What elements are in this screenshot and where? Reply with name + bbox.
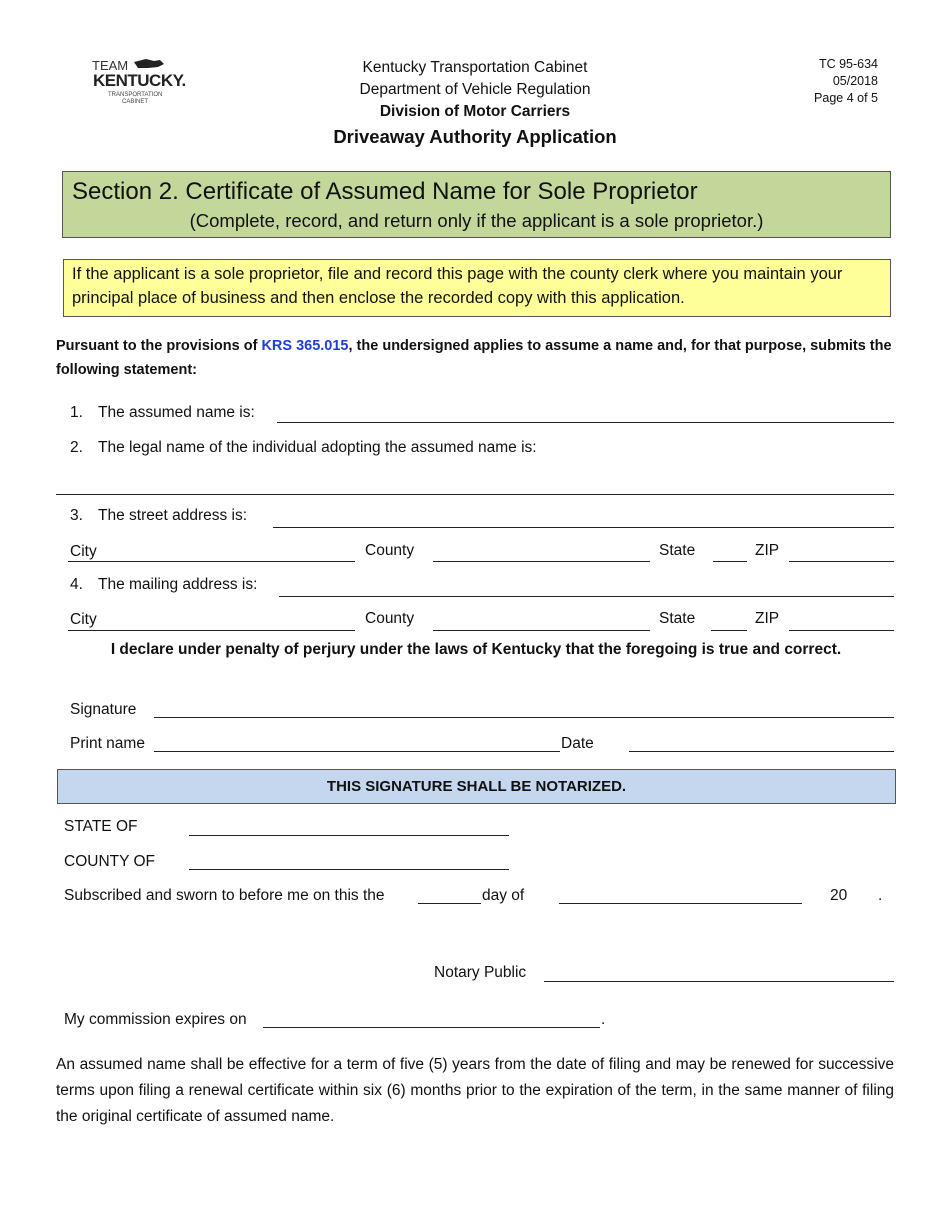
street-county-label: County [365, 542, 415, 559]
mailing-city-label: City [70, 611, 97, 628]
assumed-name-term-note: An assumed name shall be effective for a term of five (5) years from the date of filing and may be renewed for successive terms upon filing a renewal certificate within six (6) months prior to the expiration of the term, in the same manner of filing the original certificate of assumed name. [56, 1056, 894, 1125]
sworn-month-field[interactable] [559, 903, 802, 904]
mailing-address-field[interactable] [279, 596, 894, 597]
item2-label: The legal name of the individual adopting the assumed name is: [98, 439, 537, 456]
commission-period: . [601, 1011, 606, 1028]
sworn-day-field[interactable] [418, 903, 481, 904]
mailing-city-field[interactable] [68, 630, 355, 631]
form-date: 05/2018 [832, 74, 878, 88]
form-number: TC 95-634 [818, 57, 878, 71]
item2-number: 2. [70, 439, 83, 456]
sworn-text: Subscribed and sworn to before me on this the [64, 887, 385, 904]
krs-link[interactable]: KRS 365.015 [261, 338, 349, 354]
date-label: Date [561, 735, 594, 752]
logo-cabinet-text: CABINET [122, 99, 149, 105]
state-of-field[interactable] [189, 835, 509, 836]
section-title: Section 2. Certificate of Assumed Name for Sole Proprietor [72, 178, 698, 205]
sworn-period: . [878, 887, 883, 904]
county-of-label: COUNTY OF [64, 853, 155, 870]
legal-name-field[interactable] [56, 494, 894, 495]
pursuant-text-before: Pursuant to the provisions of [56, 338, 262, 354]
notarized-banner: THIS SIGNATURE SHALL BE NOTARIZED. [57, 769, 896, 804]
print-name-label: Print name [70, 735, 145, 752]
section-subtitle: (Complete, record, and return only if the applicant is a sole proprietor.) [189, 210, 764, 231]
mailing-zip-field[interactable] [789, 630, 894, 631]
item1-label: The assumed name is: [98, 404, 255, 421]
item3-number: 3. [70, 507, 83, 524]
state-of-label: STATE OF [64, 818, 138, 835]
street-zip-label: ZIP [755, 542, 780, 559]
print-name-field[interactable] [154, 751, 560, 752]
commission-expires-field[interactable] [263, 1027, 600, 1028]
mailing-state-field[interactable] [711, 630, 747, 631]
signature-field[interactable] [154, 717, 894, 718]
street-state-field[interactable] [713, 561, 747, 562]
county-of-field[interactable] [189, 869, 509, 870]
agency-name: Kentucky Transportation Cabinet [362, 59, 588, 76]
street-city-label: City [70, 543, 97, 560]
logo-transportation-text: TRANSPORTATION [108, 92, 163, 98]
item3-label: The street address is: [98, 507, 248, 524]
section-header-box [62, 171, 891, 238]
page-number: Page 4 of 5 [814, 91, 878, 105]
mailing-county-label: County [365, 610, 415, 627]
team-kentucky-logo-graphic [88, 56, 186, 110]
day-of-label: day of [482, 887, 525, 904]
notary-public-label: Notary Public [434, 964, 527, 981]
item1-number: 1. [70, 404, 83, 421]
assumed-name-field[interactable] [277, 422, 894, 423]
mailing-county-field[interactable] [433, 630, 650, 631]
street-city-field[interactable] [68, 561, 355, 562]
street-state-label: State [659, 542, 696, 559]
item4-number: 4. [70, 576, 83, 593]
division-name: Division of Motor Carriers [379, 103, 571, 120]
sole-proprietor-notice: If the applicant is a sole proprietor, file and record this page with the county clerk where you maintain your principal place of business and then enclose the recorded copy with this application. [63, 259, 891, 317]
team-kentucky-logo [88, 56, 186, 110]
department-name: Department of Vehicle Regulation [359, 81, 591, 98]
logo-kentucky-text: KENTUCKY. [93, 71, 186, 90]
pursuant-statement [56, 334, 896, 382]
street-address-field[interactable] [273, 527, 894, 528]
commission-expires-label: My commission expires on [64, 1011, 247, 1028]
perjury-declaration: I declare under penalty of perjury under the laws of Kentucky that the foregoing is true and correct. [110, 641, 842, 658]
item4-label: The mailing address is: [98, 576, 258, 593]
date-field[interactable] [629, 751, 894, 752]
logo-team-text: TEAM [92, 58, 129, 73]
mailing-state-label: State [659, 610, 696, 627]
mailing-zip-label: ZIP [755, 610, 780, 627]
pursuant-text-after: , the undersigned applies to assume a name and, for that purpose, submits the following statement: [56, 338, 892, 378]
year-prefix: 20 [830, 887, 848, 904]
notary-public-signature-field[interactable] [544, 981, 894, 982]
street-county-field[interactable] [433, 561, 650, 562]
signature-label: Signature [70, 701, 137, 718]
street-zip-field[interactable] [789, 561, 894, 562]
kentucky-state-shape-icon [134, 59, 164, 68]
form-title: Driveaway Authority Application [333, 126, 617, 147]
